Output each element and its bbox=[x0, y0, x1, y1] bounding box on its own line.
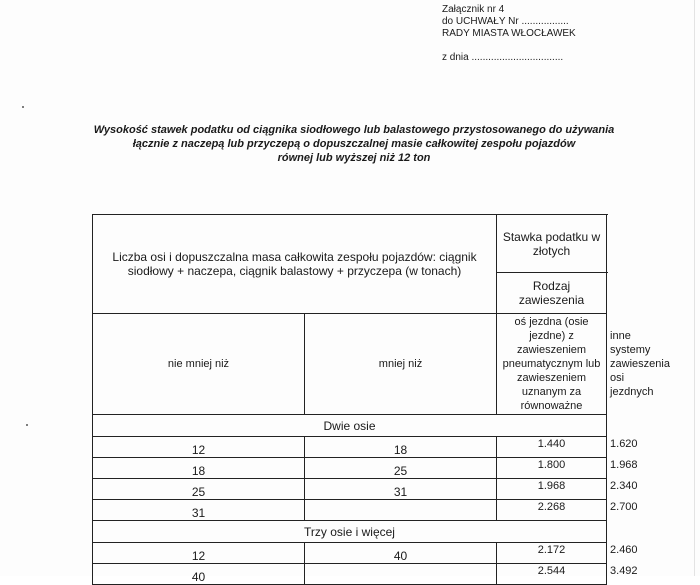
cell-pneumatic: 2.544 bbox=[497, 564, 607, 585]
scan-speck bbox=[26, 424, 28, 426]
cell-max bbox=[305, 564, 497, 585]
cell-min: 31 bbox=[93, 500, 305, 521]
resolution-date: z dnia ................................. bbox=[442, 52, 576, 64]
resolution-number: do UCHWAŁY Nr ................. bbox=[442, 16, 576, 28]
col-pneumatic-header bbox=[497, 314, 607, 415]
cell-max: 40 bbox=[305, 543, 497, 564]
tax-rate-table bbox=[92, 214, 607, 585]
table-row bbox=[93, 500, 607, 521]
title-line-2: łącznie z naczepą lub przyczepą o dopuszczalnej masie całkowitej zespołu pojazdów bbox=[84, 137, 624, 151]
section-label: Trzy osie i więcej bbox=[304, 525, 395, 539]
cell-max: 31 bbox=[305, 479, 497, 500]
council-name: RADY MIASTA WŁOCŁAWEK bbox=[442, 28, 576, 40]
scan-speck bbox=[22, 106, 24, 108]
table-row bbox=[93, 458, 607, 479]
cell-max: 18 bbox=[305, 437, 497, 458]
section-three-axles bbox=[93, 521, 607, 543]
cell-min: 12 bbox=[93, 437, 305, 458]
attachment-header bbox=[442, 4, 576, 64]
cell-pneumatic: 1.968 bbox=[497, 479, 607, 500]
attachment-number: Załącznik nr 4 bbox=[442, 4, 576, 16]
header-rate-cell bbox=[497, 215, 607, 273]
cell-min: 40 bbox=[93, 564, 305, 585]
col-max-header bbox=[305, 314, 497, 415]
cell-pneumatic: 1.800 bbox=[497, 458, 607, 479]
title-line-3: równej lub wyższej niż 12 ton bbox=[84, 151, 624, 165]
table-row bbox=[93, 437, 607, 458]
cell-min: 12 bbox=[93, 543, 305, 564]
header-mass-label: Liczba osi i dopuszczalna masa całkowita zespołu pojazdów: ciągnik siodłowy + naczepa, ciągnik balastowy + przyczepa (w tonach) bbox=[112, 250, 476, 278]
cell-pneumatic: 1.440 bbox=[497, 437, 607, 458]
cell-max bbox=[305, 500, 497, 521]
cell-min: 18 bbox=[93, 458, 305, 479]
header-mass-cell bbox=[93, 215, 497, 314]
col-other-label: inne systemy zawieszenia osi jezdnych bbox=[610, 330, 670, 398]
header-suspension-cell bbox=[497, 273, 607, 314]
section-label: Dwie osie bbox=[324, 419, 376, 433]
cell-pneumatic: 2.172 bbox=[497, 543, 607, 564]
cell-pneumatic: 2.268 bbox=[497, 500, 607, 521]
header-rate-label: Stawka podatku w złotych bbox=[503, 230, 600, 258]
table-row bbox=[93, 543, 607, 564]
table-row bbox=[93, 564, 607, 585]
col-min-label: nie mniej niż bbox=[168, 358, 229, 370]
col-min-header bbox=[93, 314, 305, 415]
header-suspension-label: Rodzaj zawieszenia bbox=[519, 279, 584, 307]
col-max-label: mniej niż bbox=[379, 358, 422, 370]
cell-max: 25 bbox=[305, 458, 497, 479]
col-pneumatic-label: oś jezdna (osie jezdne) z zawieszeniem pneumatycznym lub zawieszeniem uznanym za równoważne bbox=[503, 316, 601, 412]
cell-min: 25 bbox=[93, 479, 305, 500]
scan-edge bbox=[694, 0, 695, 576]
section-two-axles bbox=[93, 415, 607, 437]
document-title bbox=[84, 123, 624, 165]
table-row bbox=[93, 479, 607, 500]
title-line-1: Wysokość stawek podatku od ciągnika siodłowego lub balastowego przystosowanego do używania bbox=[84, 123, 624, 137]
